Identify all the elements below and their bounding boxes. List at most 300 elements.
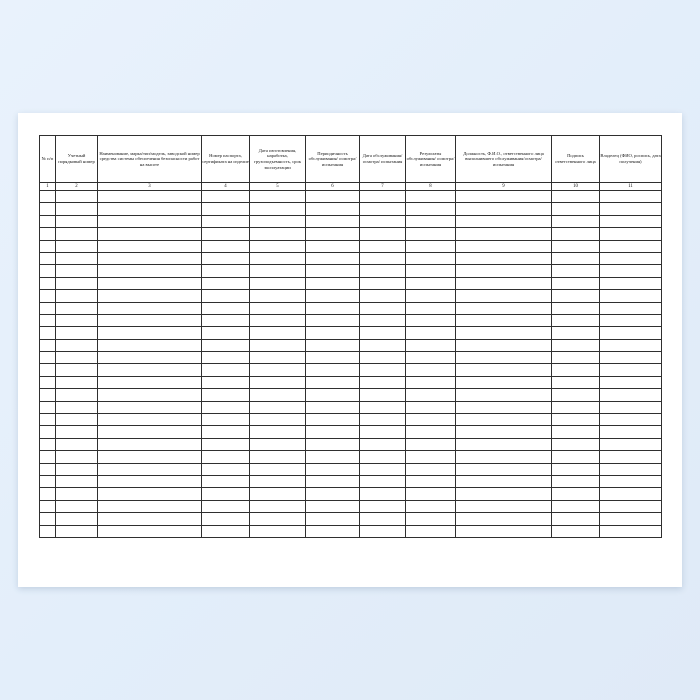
table-cell[interactable] bbox=[40, 240, 56, 252]
table-cell[interactable] bbox=[202, 389, 250, 401]
table-cell[interactable] bbox=[360, 302, 406, 314]
table-cell[interactable] bbox=[202, 438, 250, 450]
table-cell[interactable] bbox=[250, 203, 306, 215]
table-cell[interactable] bbox=[56, 352, 98, 364]
table-cell[interactable] bbox=[202, 327, 250, 339]
table-cell[interactable] bbox=[202, 252, 250, 264]
table-cell[interactable] bbox=[202, 277, 250, 289]
table-cell[interactable] bbox=[98, 513, 202, 525]
table-cell[interactable] bbox=[406, 215, 456, 227]
table-cell[interactable] bbox=[406, 475, 456, 487]
table-cell[interactable] bbox=[306, 525, 360, 537]
table-cell[interactable] bbox=[360, 389, 406, 401]
table-cell[interactable] bbox=[306, 364, 360, 376]
table-cell[interactable] bbox=[98, 364, 202, 376]
table-cell[interactable] bbox=[98, 265, 202, 277]
table-cell[interactable] bbox=[360, 339, 406, 351]
table-cell[interactable] bbox=[40, 426, 56, 438]
table-cell[interactable] bbox=[456, 414, 552, 426]
table-cell[interactable] bbox=[360, 426, 406, 438]
table-cell[interactable] bbox=[360, 290, 406, 302]
table-cell[interactable] bbox=[40, 401, 56, 413]
table-cell[interactable] bbox=[360, 401, 406, 413]
table-cell[interactable] bbox=[552, 500, 600, 512]
table-cell[interactable] bbox=[600, 513, 662, 525]
table-cell[interactable] bbox=[552, 327, 600, 339]
table-cell[interactable] bbox=[600, 339, 662, 351]
table-cell[interactable] bbox=[360, 215, 406, 227]
table-cell[interactable] bbox=[600, 389, 662, 401]
table-cell[interactable] bbox=[202, 240, 250, 252]
table-cell[interactable] bbox=[40, 488, 56, 500]
table-cell[interactable] bbox=[360, 228, 406, 240]
table-cell[interactable] bbox=[56, 314, 98, 326]
table-cell[interactable] bbox=[98, 451, 202, 463]
table-cell[interactable] bbox=[306, 488, 360, 500]
table-cell[interactable] bbox=[306, 426, 360, 438]
table-cell[interactable] bbox=[456, 240, 552, 252]
table-cell[interactable] bbox=[600, 290, 662, 302]
table-cell[interactable] bbox=[552, 314, 600, 326]
table-cell[interactable] bbox=[456, 215, 552, 227]
table-cell[interactable] bbox=[250, 500, 306, 512]
table-cell[interactable] bbox=[56, 302, 98, 314]
table-cell[interactable] bbox=[600, 488, 662, 500]
table-cell[interactable] bbox=[360, 252, 406, 264]
table-cell[interactable] bbox=[98, 240, 202, 252]
table-cell[interactable] bbox=[98, 376, 202, 388]
table-cell[interactable] bbox=[456, 191, 552, 203]
table-cell[interactable] bbox=[202, 414, 250, 426]
table-cell[interactable] bbox=[456, 339, 552, 351]
table-cell[interactable] bbox=[98, 252, 202, 264]
table-cell[interactable] bbox=[552, 525, 600, 537]
table-cell[interactable] bbox=[552, 203, 600, 215]
table-cell[interactable] bbox=[456, 314, 552, 326]
table-cell[interactable] bbox=[202, 290, 250, 302]
table-cell[interactable] bbox=[406, 203, 456, 215]
table-cell[interactable] bbox=[600, 352, 662, 364]
table-cell[interactable] bbox=[306, 414, 360, 426]
table-cell[interactable] bbox=[250, 451, 306, 463]
table-cell[interactable] bbox=[56, 376, 98, 388]
table-cell[interactable] bbox=[98, 525, 202, 537]
table-cell[interactable] bbox=[306, 500, 360, 512]
table-cell[interactable] bbox=[250, 290, 306, 302]
table-cell[interactable] bbox=[456, 475, 552, 487]
table-cell[interactable] bbox=[40, 191, 56, 203]
table-cell[interactable] bbox=[306, 265, 360, 277]
table-cell[interactable] bbox=[406, 364, 456, 376]
table-cell[interactable] bbox=[250, 314, 306, 326]
table-cell[interactable] bbox=[600, 302, 662, 314]
table-cell[interactable] bbox=[552, 352, 600, 364]
table-cell[interactable] bbox=[98, 438, 202, 450]
table-cell[interactable] bbox=[456, 463, 552, 475]
table-cell[interactable] bbox=[552, 414, 600, 426]
table-cell[interactable] bbox=[360, 500, 406, 512]
table-cell[interactable] bbox=[250, 513, 306, 525]
table-cell[interactable] bbox=[56, 215, 98, 227]
table-cell[interactable] bbox=[98, 414, 202, 426]
table-cell[interactable] bbox=[202, 265, 250, 277]
table-cell[interactable] bbox=[406, 339, 456, 351]
table-cell[interactable] bbox=[456, 277, 552, 289]
table-cell[interactable] bbox=[456, 525, 552, 537]
table-cell[interactable] bbox=[306, 401, 360, 413]
table-cell[interactable] bbox=[456, 426, 552, 438]
table-cell[interactable] bbox=[250, 414, 306, 426]
table-cell[interactable] bbox=[456, 203, 552, 215]
table-cell[interactable] bbox=[98, 327, 202, 339]
table-cell[interactable] bbox=[306, 240, 360, 252]
table-cell[interactable] bbox=[98, 463, 202, 475]
table-cell[interactable] bbox=[600, 277, 662, 289]
table-cell[interactable] bbox=[552, 228, 600, 240]
table-cell[interactable] bbox=[552, 426, 600, 438]
table-cell[interactable] bbox=[250, 228, 306, 240]
table-cell[interactable] bbox=[202, 376, 250, 388]
table-cell[interactable] bbox=[406, 228, 456, 240]
table-cell[interactable] bbox=[406, 488, 456, 500]
table-cell[interactable] bbox=[306, 438, 360, 450]
table-cell[interactable] bbox=[456, 327, 552, 339]
table-cell[interactable] bbox=[40, 513, 56, 525]
table-cell[interactable] bbox=[406, 314, 456, 326]
table-cell[interactable] bbox=[406, 500, 456, 512]
table-cell[interactable] bbox=[306, 475, 360, 487]
table-cell[interactable] bbox=[56, 488, 98, 500]
table-cell[interactable] bbox=[98, 215, 202, 227]
table-cell[interactable] bbox=[40, 339, 56, 351]
table-cell[interactable] bbox=[406, 376, 456, 388]
table-cell[interactable] bbox=[306, 252, 360, 264]
table-cell[interactable] bbox=[56, 414, 98, 426]
table-cell[interactable] bbox=[456, 389, 552, 401]
table-cell[interactable] bbox=[250, 252, 306, 264]
table-cell[interactable] bbox=[40, 451, 56, 463]
table-cell[interactable] bbox=[250, 525, 306, 537]
table-cell[interactable] bbox=[250, 376, 306, 388]
table-cell[interactable] bbox=[456, 265, 552, 277]
table-cell[interactable] bbox=[456, 401, 552, 413]
table-cell[interactable] bbox=[40, 277, 56, 289]
table-cell[interactable] bbox=[360, 352, 406, 364]
table-cell[interactable] bbox=[456, 500, 552, 512]
table-cell[interactable] bbox=[552, 401, 600, 413]
table-cell[interactable] bbox=[552, 376, 600, 388]
table-cell[interactable] bbox=[600, 414, 662, 426]
table-cell[interactable] bbox=[56, 426, 98, 438]
table-cell[interactable] bbox=[360, 265, 406, 277]
table-cell[interactable] bbox=[600, 500, 662, 512]
table-cell[interactable] bbox=[250, 352, 306, 364]
table-cell[interactable] bbox=[600, 203, 662, 215]
table-cell[interactable] bbox=[250, 364, 306, 376]
table-cell[interactable] bbox=[98, 401, 202, 413]
table-cell[interactable] bbox=[406, 191, 456, 203]
table-cell[interactable] bbox=[40, 203, 56, 215]
table-cell[interactable] bbox=[456, 513, 552, 525]
table-cell[interactable] bbox=[456, 302, 552, 314]
table-cell[interactable] bbox=[360, 327, 406, 339]
table-cell[interactable] bbox=[360, 191, 406, 203]
table-cell[interactable] bbox=[56, 500, 98, 512]
table-cell[interactable] bbox=[56, 327, 98, 339]
table-cell[interactable] bbox=[98, 302, 202, 314]
table-cell[interactable] bbox=[360, 203, 406, 215]
table-cell[interactable] bbox=[360, 314, 406, 326]
table-cell[interactable] bbox=[306, 302, 360, 314]
table-cell[interactable] bbox=[406, 389, 456, 401]
table-cell[interactable] bbox=[552, 339, 600, 351]
table-cell[interactable] bbox=[98, 426, 202, 438]
table-cell[interactable] bbox=[98, 290, 202, 302]
table-cell[interactable] bbox=[56, 240, 98, 252]
table-cell[interactable] bbox=[202, 191, 250, 203]
table-cell[interactable] bbox=[552, 463, 600, 475]
table-cell[interactable] bbox=[456, 364, 552, 376]
table-cell[interactable] bbox=[250, 265, 306, 277]
table-cell[interactable] bbox=[406, 513, 456, 525]
table-cell[interactable] bbox=[40, 525, 56, 537]
table-cell[interactable] bbox=[306, 290, 360, 302]
table-cell[interactable] bbox=[202, 352, 250, 364]
table-cell[interactable] bbox=[202, 475, 250, 487]
table-cell[interactable] bbox=[56, 364, 98, 376]
table-cell[interactable] bbox=[600, 438, 662, 450]
table-cell[interactable] bbox=[202, 525, 250, 537]
table-cell[interactable] bbox=[306, 513, 360, 525]
table-cell[interactable] bbox=[56, 401, 98, 413]
table-cell[interactable] bbox=[98, 203, 202, 215]
table-cell[interactable] bbox=[406, 352, 456, 364]
table-cell[interactable] bbox=[98, 475, 202, 487]
table-cell[interactable] bbox=[250, 277, 306, 289]
table-cell[interactable] bbox=[456, 451, 552, 463]
table-cell[interactable] bbox=[406, 525, 456, 537]
table-cell[interactable] bbox=[56, 513, 98, 525]
table-cell[interactable] bbox=[360, 451, 406, 463]
table-cell[interactable] bbox=[40, 302, 56, 314]
table-cell[interactable] bbox=[456, 290, 552, 302]
table-cell[interactable] bbox=[406, 401, 456, 413]
table-cell[interactable] bbox=[56, 525, 98, 537]
table-cell[interactable] bbox=[600, 327, 662, 339]
table-cell[interactable] bbox=[250, 240, 306, 252]
table-cell[interactable] bbox=[600, 265, 662, 277]
table-cell[interactable] bbox=[56, 389, 98, 401]
table-cell[interactable] bbox=[56, 252, 98, 264]
table-cell[interactable] bbox=[406, 438, 456, 450]
table-cell[interactable] bbox=[456, 352, 552, 364]
table-cell[interactable] bbox=[250, 215, 306, 227]
table-cell[interactable] bbox=[40, 352, 56, 364]
table-cell[interactable] bbox=[202, 302, 250, 314]
table-cell[interactable] bbox=[406, 463, 456, 475]
table-cell[interactable] bbox=[552, 364, 600, 376]
table-cell[interactable] bbox=[552, 191, 600, 203]
table-cell[interactable] bbox=[250, 463, 306, 475]
table-cell[interactable] bbox=[202, 314, 250, 326]
table-cell[interactable] bbox=[40, 500, 56, 512]
table-cell[interactable] bbox=[552, 265, 600, 277]
table-cell[interactable] bbox=[306, 339, 360, 351]
table-cell[interactable] bbox=[360, 475, 406, 487]
table-cell[interactable] bbox=[202, 488, 250, 500]
table-cell[interactable] bbox=[202, 215, 250, 227]
table-cell[interactable] bbox=[600, 364, 662, 376]
table-cell[interactable] bbox=[360, 277, 406, 289]
table-cell[interactable] bbox=[250, 191, 306, 203]
table-cell[interactable] bbox=[552, 475, 600, 487]
table-cell[interactable] bbox=[202, 463, 250, 475]
table-cell[interactable] bbox=[600, 401, 662, 413]
table-cell[interactable] bbox=[40, 265, 56, 277]
table-cell[interactable] bbox=[98, 191, 202, 203]
table-cell[interactable] bbox=[98, 352, 202, 364]
table-cell[interactable] bbox=[552, 438, 600, 450]
table-cell[interactable] bbox=[600, 252, 662, 264]
table-cell[interactable] bbox=[250, 339, 306, 351]
table-cell[interactable] bbox=[360, 438, 406, 450]
table-cell[interactable] bbox=[56, 463, 98, 475]
table-cell[interactable] bbox=[306, 327, 360, 339]
table-cell[interactable] bbox=[456, 228, 552, 240]
table-cell[interactable] bbox=[40, 364, 56, 376]
table-cell[interactable] bbox=[306, 191, 360, 203]
table-cell[interactable] bbox=[406, 327, 456, 339]
table-cell[interactable] bbox=[360, 488, 406, 500]
table-cell[interactable] bbox=[456, 376, 552, 388]
table-cell[interactable] bbox=[40, 314, 56, 326]
table-cell[interactable] bbox=[40, 463, 56, 475]
table-cell[interactable] bbox=[250, 475, 306, 487]
table-cell[interactable] bbox=[406, 426, 456, 438]
table-cell[interactable] bbox=[406, 240, 456, 252]
table-cell[interactable] bbox=[202, 203, 250, 215]
table-cell[interactable] bbox=[600, 240, 662, 252]
table-cell[interactable] bbox=[456, 438, 552, 450]
table-cell[interactable] bbox=[202, 228, 250, 240]
table-cell[interactable] bbox=[40, 215, 56, 227]
table-cell[interactable] bbox=[250, 302, 306, 314]
table-cell[interactable] bbox=[250, 389, 306, 401]
table-cell[interactable] bbox=[552, 513, 600, 525]
table-cell[interactable] bbox=[360, 513, 406, 525]
table-cell[interactable] bbox=[600, 475, 662, 487]
table-cell[interactable] bbox=[98, 228, 202, 240]
table-cell[interactable] bbox=[600, 228, 662, 240]
table-cell[interactable] bbox=[406, 277, 456, 289]
table-cell[interactable] bbox=[40, 228, 56, 240]
table-cell[interactable] bbox=[406, 302, 456, 314]
table-cell[interactable] bbox=[40, 438, 56, 450]
table-cell[interactable] bbox=[360, 240, 406, 252]
table-cell[interactable] bbox=[40, 290, 56, 302]
table-cell[interactable] bbox=[40, 376, 56, 388]
table-cell[interactable] bbox=[56, 191, 98, 203]
table-cell[interactable] bbox=[456, 252, 552, 264]
table-cell[interactable] bbox=[250, 426, 306, 438]
table-cell[interactable] bbox=[360, 463, 406, 475]
table-cell[interactable] bbox=[600, 463, 662, 475]
table-cell[interactable] bbox=[202, 401, 250, 413]
table-cell[interactable] bbox=[306, 451, 360, 463]
table-cell[interactable] bbox=[600, 314, 662, 326]
table-cell[interactable] bbox=[202, 500, 250, 512]
table-cell[interactable] bbox=[56, 290, 98, 302]
table-cell[interactable] bbox=[56, 203, 98, 215]
table-cell[interactable] bbox=[600, 215, 662, 227]
table-cell[interactable] bbox=[552, 277, 600, 289]
table-cell[interactable] bbox=[552, 240, 600, 252]
table-cell[interactable] bbox=[306, 463, 360, 475]
table-cell[interactable] bbox=[56, 451, 98, 463]
table-cell[interactable] bbox=[552, 389, 600, 401]
table-cell[interactable] bbox=[40, 327, 56, 339]
table-cell[interactable] bbox=[552, 290, 600, 302]
table-cell[interactable] bbox=[306, 215, 360, 227]
table-cell[interactable] bbox=[306, 228, 360, 240]
table-cell[interactable] bbox=[40, 389, 56, 401]
table-cell[interactable] bbox=[98, 277, 202, 289]
table-cell[interactable] bbox=[456, 488, 552, 500]
table-cell[interactable] bbox=[552, 252, 600, 264]
table-cell[interactable] bbox=[360, 525, 406, 537]
table-cell[interactable] bbox=[406, 290, 456, 302]
table-cell[interactable] bbox=[250, 438, 306, 450]
table-cell[interactable] bbox=[552, 302, 600, 314]
table-cell[interactable] bbox=[360, 414, 406, 426]
table-cell[interactable] bbox=[306, 389, 360, 401]
table-cell[interactable] bbox=[600, 451, 662, 463]
table-cell[interactable] bbox=[306, 314, 360, 326]
table-cell[interactable] bbox=[56, 475, 98, 487]
table-cell[interactable] bbox=[202, 426, 250, 438]
table-cell[interactable] bbox=[40, 252, 56, 264]
table-cell[interactable] bbox=[552, 488, 600, 500]
table-cell[interactable] bbox=[40, 475, 56, 487]
table-cell[interactable] bbox=[202, 339, 250, 351]
table-cell[interactable] bbox=[552, 451, 600, 463]
table-cell[interactable] bbox=[40, 414, 56, 426]
table-cell[interactable] bbox=[202, 364, 250, 376]
table-cell[interactable] bbox=[56, 265, 98, 277]
table-cell[interactable] bbox=[406, 414, 456, 426]
table-cell[interactable] bbox=[600, 191, 662, 203]
table-cell[interactable] bbox=[360, 364, 406, 376]
table-cell[interactable] bbox=[406, 252, 456, 264]
table-cell[interactable] bbox=[98, 389, 202, 401]
table-cell[interactable] bbox=[406, 451, 456, 463]
table-cell[interactable] bbox=[250, 401, 306, 413]
table-cell[interactable] bbox=[98, 314, 202, 326]
table-cell[interactable] bbox=[202, 513, 250, 525]
table-cell[interactable] bbox=[406, 265, 456, 277]
table-cell[interactable] bbox=[306, 352, 360, 364]
table-cell[interactable] bbox=[250, 488, 306, 500]
table-cell[interactable] bbox=[306, 277, 360, 289]
table-cell[interactable] bbox=[600, 376, 662, 388]
table-cell[interactable] bbox=[360, 376, 406, 388]
table-cell[interactable] bbox=[306, 203, 360, 215]
table-cell[interactable] bbox=[600, 525, 662, 537]
table-cell[interactable] bbox=[202, 451, 250, 463]
table-cell[interactable] bbox=[56, 228, 98, 240]
table-cell[interactable] bbox=[306, 376, 360, 388]
table-cell[interactable] bbox=[98, 488, 202, 500]
